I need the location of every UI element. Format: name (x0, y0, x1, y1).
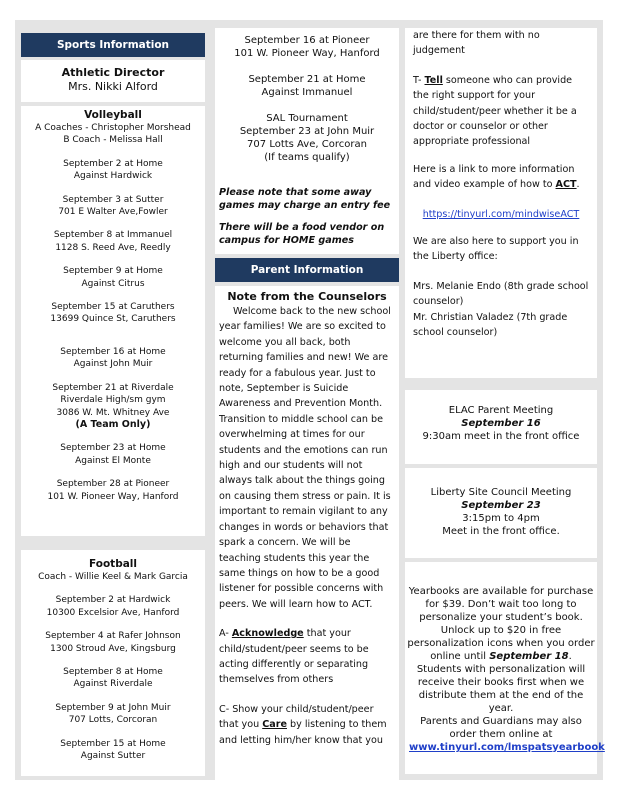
football-event: September 8 at Home Against Riverdale (63, 667, 163, 690)
football-event: September 4 at Rafer Johnson 1300 Stroud Ave, Kingsburg (45, 631, 181, 654)
sports-header: Sports Information (21, 33, 205, 57)
event-item: September 21 at Home Against Immanuel (248, 74, 366, 98)
link-intro: Here is a link to more information and video example of how to ACT. (413, 163, 580, 191)
counselor-box (215, 286, 399, 780)
volleyball-event: September 21 at Riverdale Riverdale High/sm gym 3086 W. Mt. Whitney Ave (A Team Only) (52, 382, 174, 430)
yearbook-box (405, 562, 605, 774)
acknowledge-item: A- Acknowledge that your child/student/peer seems to be acting differently or separating themselves from others (219, 628, 369, 686)
volleyball-event: September 9 at Home Against Citrus (63, 266, 163, 289)
site-council-detail: Meet in the front office. (442, 526, 560, 537)
care-item: C- Show your child/student/peer that you Care by listening to them and letting him/her know that you (219, 703, 387, 746)
notes-box (215, 182, 399, 254)
support-text: We are also here to support you in the Liberty office: (413, 236, 579, 263)
football-box (21, 550, 205, 776)
volleyball-event: September 2 at Home Against Hardwick (63, 158, 163, 182)
football-title: Football (89, 558, 137, 570)
volleyball-event: September 8 at Immanuel 1128 S. Reed Ave, Reedly (53, 230, 173, 253)
volleyball-event: September 16 at Home Against John Muir (60, 346, 166, 370)
yearbook-order-text: Parents and Guardians may also order them online at (420, 716, 582, 740)
counselor-valadez: Mr. Christian Valadez (7th grade school counselor) (413, 311, 568, 339)
tell-item: T- Tell someone who can provide the right support for your child/student/peer whether it be a doctor or counselor or other appropriate professional (413, 74, 577, 148)
counselor-continued-box (405, 28, 597, 378)
volleyball-coach-b: B Coach - Melissa Hall (63, 135, 163, 146)
counselor-title: Note from the Counselors (227, 290, 387, 303)
site-council-date: September 23 (461, 500, 541, 511)
counselor-endo: Mrs. Melanie Endo (8th grade school counselor) (413, 280, 589, 308)
volleyball-event: September 23 at Home Against El Monte (60, 443, 166, 466)
event-item: September 16 at Pioneer 101 W. Pioneer Way, Hanford (234, 35, 380, 59)
sports-column (15, 20, 209, 780)
right-column (401, 20, 603, 780)
elac-title: ELAC Parent Meeting (448, 405, 554, 416)
site-council-title: Liberty Site Council Meeting (430, 487, 572, 498)
volleyball-title: Volleyball (84, 109, 142, 121)
volleyball-event: September 15 at Caruthers 13699 Quince St, Caruthers (50, 302, 176, 325)
site-council-box (405, 468, 597, 558)
sal-tournament: SAL Tournament September 23 at John Muir 707 Lotts Ave, Corcoran (If teams qualify) (239, 113, 375, 163)
football-event: September 2 at Hardwick 10300 Excelsior Ave, Hanford (46, 595, 180, 618)
elac-date: September 16 (461, 418, 541, 429)
newsletter-page (15, 20, 603, 780)
athletic-director-name: Mrs. Nikki Alford (68, 80, 158, 93)
volleyball-event: September 28 at Pioneer 101 W. Pioneer Way, Hanford (47, 479, 179, 502)
middle-column (211, 20, 399, 780)
site-council-time: 3:15pm to 4pm (462, 513, 540, 524)
yearbook-info: Yearbooks are available for purchase for $39. Don’t wait too long to personalize your student’s book. Unlock up to $20 in free personalization icons when you order online until September 18. Students with personalization will receive their books first when we distribute them at the end of the year. (407, 586, 595, 714)
mindwise-link[interactable]: https://tinyurl.com/mindwiseACT (422, 208, 580, 220)
football-coach: Coach - Willie Keel & Mark Garcia (38, 572, 188, 582)
volleyball-coach-a: A Coaches - Christopher Morshead (35, 123, 191, 133)
counselor-body: Welcome back to the new school year families! We are so excited to welcome you all back, both returning families and new! We are ready for a fabulous year. Just to note, September is Suicide Awareness and Prevention Month. Transition to middle school can be overwhelming at times for our students and the emotions can run high and our students will not always talk about the things going on causing them stress or pain. It is important to remain vigilant to any changes in words or behaviors that spark a concern. We will be teaching students this year the same things on how to be a good listener for possible concerns with peers. We will learn how to ACT. (219, 306, 391, 610)
elac-box (405, 390, 597, 464)
football-event: September 9 at John Muir 707 Lotts, Corcoran (55, 702, 171, 726)
football-event: September 15 at Home Against Sutter (60, 738, 166, 762)
volleyball-box (21, 106, 205, 536)
yearbook-link[interactable]: www.tinyurl.com/lmspatsyearbook (409, 742, 605, 753)
parent-header: Parent Information (215, 258, 399, 282)
athletic-director-title: Athletic Director (61, 66, 165, 79)
away-games-note: Please note that some away games may charge an entry fee (219, 187, 391, 211)
care-continued: are there for them with no judgement (413, 30, 540, 57)
elac-detail: 9:30am meet in the front office (422, 431, 580, 442)
athletic-director-box (21, 60, 205, 102)
volleyball-event: September 3 at Sutter 701 E Walter Ave,Fowler (58, 194, 168, 218)
volleyball-continued-box (215, 28, 399, 194)
food-vendor-note: There will be a food vendor on campus for HOME games (219, 222, 385, 246)
